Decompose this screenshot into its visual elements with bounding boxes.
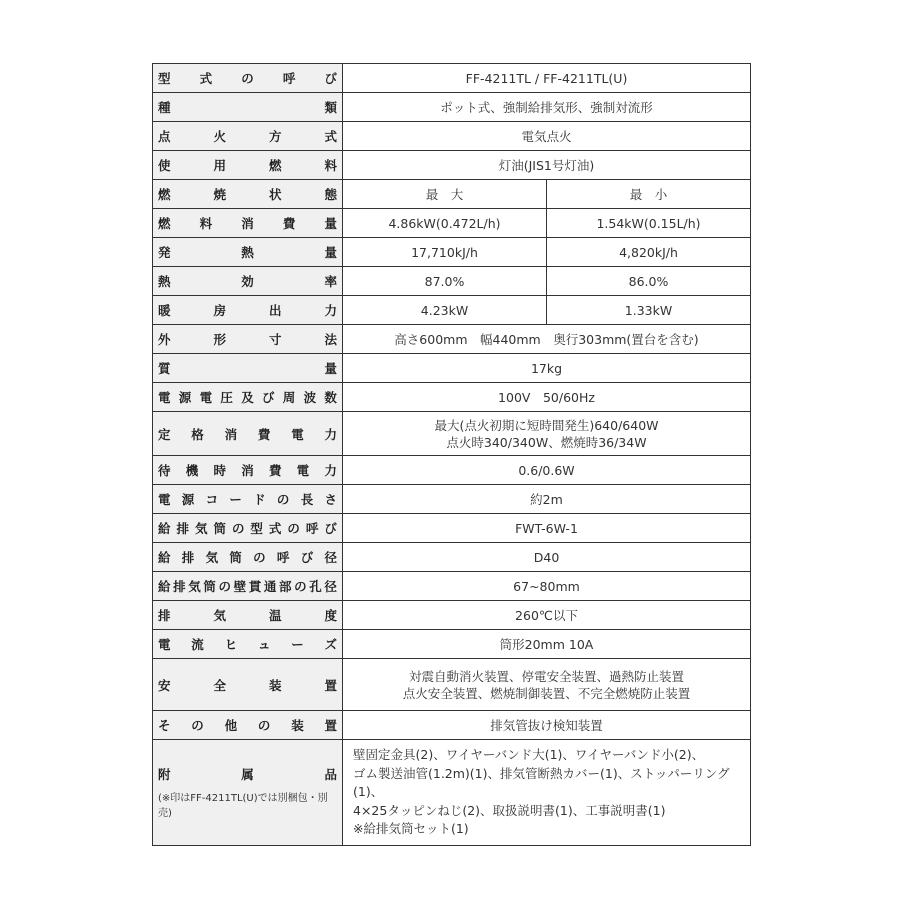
row-label [153, 485, 343, 514]
label-char: 及 [241, 390, 254, 405]
row-label [153, 238, 343, 267]
label-char: 態 [324, 187, 337, 202]
row-label [153, 151, 343, 180]
label-char: 呼 [282, 71, 296, 86]
table-row [153, 543, 751, 572]
row-label [153, 354, 343, 383]
row-label-text [158, 330, 337, 348]
row-label-text [158, 490, 337, 508]
min-value: 1.33kW [547, 296, 751, 325]
label-char: び [324, 521, 337, 536]
label-char: 波 [303, 390, 317, 405]
table-row [153, 630, 751, 659]
min-value: 86.0% [547, 267, 751, 296]
row-label-text [158, 301, 337, 319]
label-char: 寸 [268, 332, 282, 347]
label-char: 圧 [220, 390, 233, 405]
label-char: 形 [213, 332, 226, 347]
row-value: 高さ600mm 幅440mm 奥行303mm(置台を含む) [343, 325, 751, 354]
row-label [153, 180, 343, 209]
label-char: 発 [158, 245, 171, 260]
label-char: 熱 [158, 274, 171, 289]
row-label [153, 740, 343, 846]
label-char: 給 [158, 550, 171, 565]
row-label [153, 122, 343, 151]
label-char: 法 [324, 332, 337, 347]
label-char: 類 [324, 100, 337, 115]
label-char: 排 [176, 521, 189, 536]
label-char: 流 [191, 637, 204, 652]
label-char: 装 [268, 677, 282, 693]
table-row [153, 711, 751, 740]
label-char: び [261, 390, 275, 405]
label-char: 附 [158, 767, 171, 783]
label-char: 力 [324, 426, 337, 442]
label-char: 型 [250, 521, 263, 536]
label-char: の [231, 521, 245, 536]
row-value: 筒形20mm 10A [343, 630, 751, 659]
row-value: 17kg [343, 354, 751, 383]
label-char: 房 [213, 303, 226, 318]
row-label [153, 64, 343, 93]
label-char: 率 [324, 274, 337, 289]
label-char: 力 [324, 303, 337, 318]
label-char: の [191, 718, 204, 733]
table-row [153, 412, 751, 456]
label-char: 電 [158, 390, 171, 405]
label-char: 温 [268, 608, 282, 623]
row-label-text [158, 359, 337, 377]
label-char: 種 [158, 100, 171, 115]
table-row [153, 383, 751, 412]
label-char: 火 [213, 129, 226, 144]
label-char: 排 [173, 579, 186, 594]
label-char: さ [324, 492, 337, 507]
accessory-line: ゴム製送油管(1.2m)(1)、排気管断熱カバー(1)、ストッパーリング(1)、 [353, 765, 730, 799]
row-label-text [158, 577, 337, 595]
label-char: 費 [257, 426, 271, 442]
label-char: 質 [158, 361, 171, 376]
table-row [153, 514, 751, 543]
row-label [153, 514, 343, 543]
table-row [153, 354, 751, 383]
row-label-text [158, 214, 337, 232]
label-char: 型 [158, 71, 171, 86]
max-value: 4.86kW(0.472L/h) [343, 209, 547, 238]
label-char: 長 [300, 492, 314, 507]
label-char: 貫 [248, 579, 262, 594]
label-char: 筒 [203, 579, 216, 594]
label-char: 費 [268, 463, 282, 478]
label-char: ー [291, 637, 304, 652]
label-char: 消 [224, 426, 238, 442]
label-char: 壁 [233, 579, 247, 594]
row-value [343, 412, 751, 456]
label-char: 給 [158, 521, 171, 536]
row-label-text [158, 69, 337, 87]
label-char: 置 [324, 718, 337, 733]
label-char: 用 [213, 158, 226, 173]
label-char: 使 [158, 158, 171, 173]
table-row [153, 456, 751, 485]
label-char: 量 [324, 361, 337, 376]
label-char: の [253, 550, 266, 565]
row-value: 67~80mm [343, 572, 751, 601]
max-value: 最 大 [343, 180, 547, 209]
spec-table [152, 63, 751, 846]
label-char: 排 [181, 550, 195, 565]
label-char: 消 [241, 463, 254, 478]
row-label-text [158, 388, 337, 406]
label-char: ー [229, 492, 242, 507]
label-char: 気 [213, 608, 226, 623]
label-char: 数 [324, 390, 337, 405]
label-char: 電 [158, 637, 171, 652]
table-row [153, 325, 751, 354]
row-label-text [158, 243, 337, 261]
label-char: 源 [178, 390, 192, 405]
label-char: 置 [324, 677, 337, 693]
label-char: 安 [158, 677, 171, 693]
label-char: 力 [324, 463, 337, 478]
label-char: 気 [205, 550, 219, 565]
row-value: FWT-6W-1 [343, 514, 751, 543]
label-char: そ [158, 718, 171, 733]
row-label-text [158, 716, 337, 734]
row-label [153, 383, 343, 412]
table-row [153, 122, 751, 151]
row-value: 260℃以下 [343, 601, 751, 630]
row-label [153, 659, 343, 711]
row-label [153, 325, 343, 354]
row-value: 0.6/0.6W [343, 456, 751, 485]
row-label [153, 93, 343, 122]
label-char: 方 [268, 129, 282, 144]
label-char: 待 [158, 463, 171, 478]
row-label [153, 296, 343, 325]
row-label-text [158, 98, 337, 116]
table-row [153, 572, 751, 601]
label-char: 筒 [229, 550, 242, 565]
row-label [153, 630, 343, 659]
label-char: 式 [324, 129, 337, 144]
row-label-text [158, 156, 337, 174]
label-char: 燃 [158, 187, 171, 202]
label-char: の [287, 521, 300, 536]
label-char: 料 [199, 216, 213, 231]
row-label [153, 209, 343, 238]
label-char: 暖 [158, 303, 171, 318]
label-char: 料 [324, 158, 337, 173]
label-char: 径 [324, 550, 337, 565]
row-value: 排気管抜け検知装置 [343, 711, 751, 740]
value-line: 点火時340/340W、燃焼時36/34W [446, 434, 647, 450]
label-char: 消 [241, 216, 254, 231]
label-char: 燃 [158, 216, 171, 231]
label-char: 状 [268, 187, 282, 202]
row-label-text [158, 635, 337, 653]
row-value: 約2m [343, 485, 751, 514]
label-char: 電 [296, 463, 310, 478]
label-char: の [257, 718, 271, 733]
row-label [153, 601, 343, 630]
label-char: 量 [324, 216, 337, 231]
label-char: コ [205, 492, 219, 507]
label-char: 電 [291, 426, 304, 442]
row-label-text [158, 272, 337, 290]
row-value: D40 [343, 543, 751, 572]
label-char: 他 [224, 718, 238, 733]
label-char: び [324, 71, 337, 86]
label-char: 外 [158, 332, 171, 347]
label-char: ド [253, 492, 266, 507]
min-value: 1.54kW(0.15L/h) [547, 209, 751, 238]
label-char: 定 [158, 426, 171, 442]
row-label [153, 572, 343, 601]
label-char: 機 [185, 463, 199, 478]
label-char: 電 [158, 492, 171, 507]
label-char: 排 [158, 608, 171, 623]
label-char: 熱 [241, 245, 254, 260]
row-label [153, 543, 343, 572]
label-char: 通 [263, 579, 277, 594]
label-char: 式 [268, 521, 282, 536]
table-row [153, 485, 751, 514]
label-char: ヒ [224, 637, 238, 652]
row-label-text [158, 185, 337, 203]
row-label-text [158, 765, 337, 783]
row-value: 100V 50/60Hz [343, 383, 751, 412]
table-row [153, 151, 751, 180]
label-char: の [294, 579, 307, 594]
accessories-note: (※印はFF-4211TL(U)では別梱包・別売) [158, 793, 328, 820]
max-value: 17,710kJ/h [343, 238, 547, 267]
label-char: 給 [158, 579, 171, 594]
value-line: 最大(点火初期に短時間発生)640/640W [434, 417, 659, 433]
label-char: 効 [241, 274, 254, 289]
row-value: 灯油(JIS1号灯油) [343, 151, 751, 180]
label-char: の [241, 71, 254, 86]
row-label-text [158, 461, 337, 479]
table-row [153, 267, 751, 296]
label-char: 量 [324, 245, 337, 260]
spec-table-body [153, 64, 751, 846]
label-char: 焼 [213, 187, 226, 202]
max-value: 87.0% [343, 267, 547, 296]
label-char: ュ [257, 637, 271, 652]
row-label-text [158, 676, 337, 694]
label-char: 呼 [276, 550, 290, 565]
min-value: 4,820kJ/h [547, 238, 751, 267]
label-char: 格 [191, 426, 204, 442]
table-row [153, 659, 751, 711]
label-char: ズ [324, 637, 337, 652]
row-label-text [158, 425, 337, 443]
value-line: 対震自動消火装置、停電安全装置、過熱防止装置 [408, 668, 684, 684]
label-char: 周 [282, 390, 296, 405]
label-char: 全 [213, 677, 226, 693]
max-value: 4.23kW [343, 296, 547, 325]
label-char: 気 [194, 521, 208, 536]
label-char: 装 [291, 718, 304, 733]
label-char: の [218, 579, 232, 594]
label-char: の [276, 492, 290, 507]
label-char: 呼 [305, 521, 319, 536]
label-char: 径 [324, 579, 337, 594]
table-row [153, 238, 751, 267]
label-char: 筒 [213, 521, 226, 536]
accessories-row [153, 740, 751, 846]
label-char: 燃 [268, 158, 282, 173]
label-char: 出 [268, 303, 282, 318]
row-value: 電気点火 [343, 122, 751, 151]
min-value: 最 小 [547, 180, 751, 209]
label-char: 式 [199, 71, 213, 86]
row-label-text [158, 127, 337, 145]
label-char: 点 [158, 129, 171, 144]
row-value: FF-4211TL / FF-4211TL(U) [343, 64, 751, 93]
label-char: 費 [282, 216, 296, 231]
label-char: 品 [324, 767, 337, 783]
label-char: 気 [188, 579, 201, 594]
row-label-text [158, 548, 337, 566]
label-char: び [300, 550, 314, 565]
table-row [153, 601, 751, 630]
table-row [153, 209, 751, 238]
row-label [153, 267, 343, 296]
accessory-line: ※給排気筒セット(1) [353, 821, 469, 836]
label-char: 属 [241, 767, 254, 783]
table-row [153, 93, 751, 122]
accessory-line: 4×25タッピンねじ(2)、取扱説明書(1)、工事説明書(1) [353, 802, 666, 818]
row-label [153, 412, 343, 456]
label-char: 源 [181, 492, 195, 507]
table-row [153, 64, 751, 93]
row-value [343, 659, 751, 711]
row-label-text [158, 519, 337, 537]
table-row [153, 296, 751, 325]
row-label [153, 456, 343, 485]
value-line: 点火安全装置、燃焼制御装置、不完全燃焼防止装置 [402, 685, 691, 701]
label-char: 部 [279, 579, 292, 594]
label-char: 時 [213, 463, 226, 478]
accessory-line: 壁固定金具(2)、ワイヤーバンド大(1)、ワイヤーバンド小(2)、 [353, 747, 705, 762]
table-row [153, 180, 751, 209]
row-value: ポット式、強制給排気形、強制対流形 [343, 93, 751, 122]
label-char: 電 [199, 390, 213, 405]
label-char: 度 [324, 608, 337, 623]
label-char: 孔 [309, 579, 322, 594]
row-label [153, 711, 343, 740]
accessories-list [343, 740, 751, 846]
row-label-text [158, 606, 337, 624]
